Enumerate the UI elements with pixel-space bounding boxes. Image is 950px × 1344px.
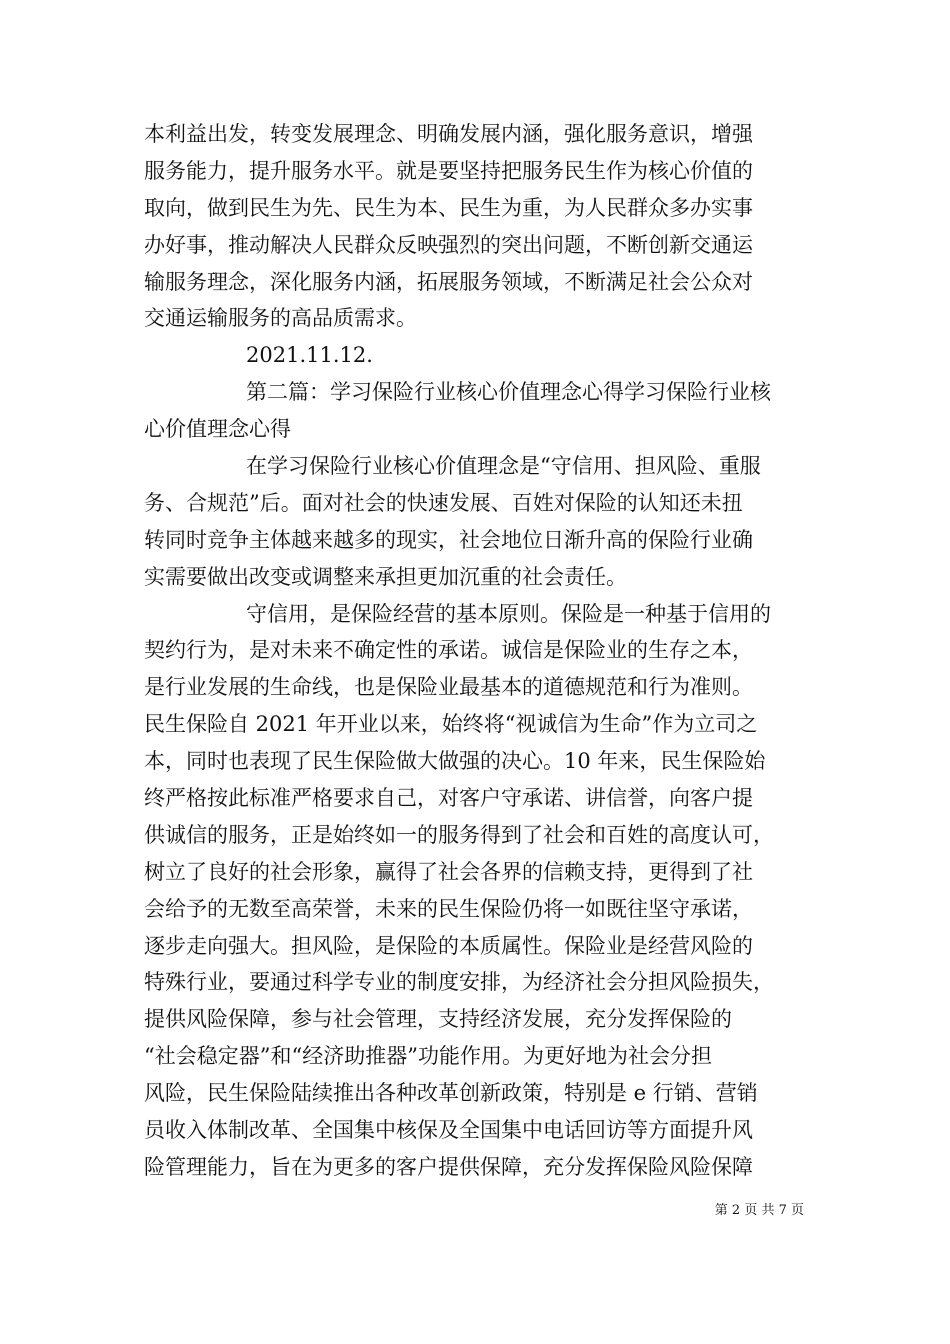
text-line: 风险，民生保险陆续推出各种改革创新政策，特别是 e 行销、营销 <box>144 1081 758 1106</box>
document-body <box>144 116 824 1186</box>
text-line: 提供风险保障，参与社会管理，支持经济发展，充分发挥保险的 <box>144 1007 732 1032</box>
text-line: 逐步走向强大。担风险，是保险的本质属性。保险业是经营风险的 <box>144 933 753 958</box>
text-line: 实需要做出改变或调整来承担更加沉重的社会责任。 <box>144 564 627 589</box>
text-line: 是行业发展的生命线，也是保险业最基本的道德规范和行为准则。 <box>144 675 753 700</box>
text-line: 契约行为，是对未来不确定性的承诺。诚信是保险业的生存之本， <box>144 638 753 663</box>
text-line: 办好事，推动解决人民群众反映强烈的突出问题，不断创新交通运 <box>144 232 753 257</box>
text-line: 会给予的无数至高荣誉，未来的民生保险仍将一如既往坚守承诺， <box>144 896 753 921</box>
text-line: 本利益出发，转变发展理念、明确发展内涵，强化服务意识，增强 <box>144 122 753 146</box>
text-line: 供诚信的服务，正是始终如一的服务得到了社会和百姓的高度认可， <box>144 822 774 847</box>
paragraph-start: 守信用，是保险经营的基本原则。保险是一种基于信用的 <box>246 601 771 626</box>
paragraph-start: 在学习保险行业核心价值理念是“守信用、担风险、重服 <box>246 454 761 479</box>
text-line: 输服务理念，深化服务内涵，拓展服务领域，不断满足社会公众对 <box>144 269 753 294</box>
section-title: 第二篇：学习保险行业核心价值理念心得学习保险行业核 <box>246 380 771 405</box>
text-line: 取向，做到民生为先、民生为本、民生为重，为人民群众多办实事 <box>144 195 753 220</box>
text-line: 转同时竞争主体越来越多的现实，社会地位日渐升高的保险行业确 <box>144 527 753 552</box>
text-line: 交通运输服务的高品质需求。 <box>144 306 417 331</box>
page-number: 第 2 页 共 7 页 <box>714 1203 804 1218</box>
text-line: 树立了良好的社会形象，赢得了社会各界的信赖支持，更得到了社 <box>144 859 753 884</box>
text-line: 服务能力，提升服务水平。就是要坚持把服务民生作为核心价值的 <box>144 158 753 183</box>
text-line: 务、合规范”后。面对社会的快速发展、百姓对保险的认知还未扭 <box>144 490 743 515</box>
text-line: 险管理能力，旨在为更多的客户提供保障，充分发挥保险风险保障 <box>144 1154 753 1179</box>
text-line: “社会稳定器”和“经济助推器”功能作用。为更好地为社会分担 <box>144 1044 712 1069</box>
text-line: 员收入体制改革、全国集中核保及全国集中电话回访等方面提升风 <box>144 1118 753 1143</box>
text-line: 特殊行业，要通过科学专业的制度安排，为经济社会分担风险损失， <box>144 970 774 995</box>
text-line: 本，同时也表现了民生保险做大做强的决心。10 年来，民生保险始 <box>144 749 766 774</box>
date-line: 2021.11.12. <box>246 343 373 368</box>
section-title-continued: 心价值理念心得 <box>144 417 291 442</box>
text-line: 民生保险自 2021 年开业以来，始终将“视诚信为生命”作为立司之 <box>144 712 758 737</box>
text-line: 终严格按此标准严格要求自己，对客户守承诺、讲信誉，向客户提 <box>144 786 753 811</box>
